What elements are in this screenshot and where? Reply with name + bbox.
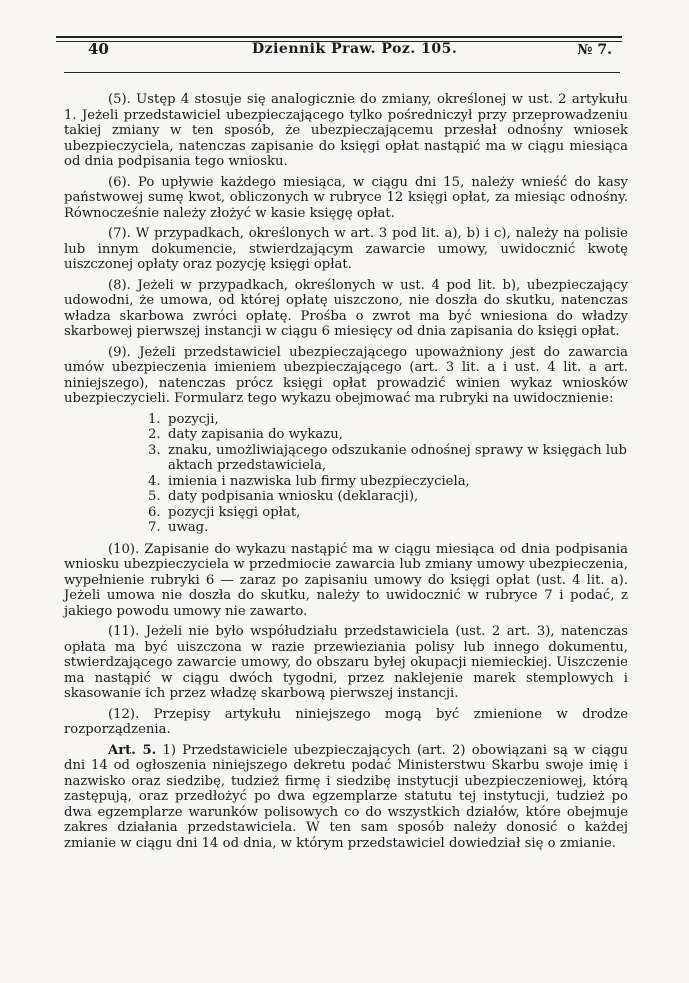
paragraph-7: (7). W przypadkach, określonych w art. 3 pod lit. a), b) i c), należy na polisie lub innym dokumencie, stwierdzającym zawarcie umowy, uwidocznić kwotę uiszczonej opłaty oraz pozycję księgi opłat. <box>64 226 628 272</box>
article-text: 1) Przedstawiciele ubezpieczających (art. 2) obowiązani są w ciągu dni 14 od ogłoszenia niniejszego dekretu podać Ministerstwu Skarbu swoje imię i nazwisko oraz siedzibę, tudzież firmę i siedzibę instytucji ubezpieczeniowej, którą zastępują, oraz przedłożyć po dwa egzemplarze statutu tej instytucji, tudzież po dwa egzemplarze warunków polisowych co do wszystkich działów, które obejmuje zakres działania przedstawiciela. W ten sam sposób należy donosić o każdej zmianie w ciągu dni 14 od dnia, w którym przedstawiciel dowiedział się o zmianie. <box>64 742 628 851</box>
running-title: Dziennik Praw. Poz. 105. <box>252 41 458 57</box>
article-5 <box>64 743 628 852</box>
list-item-number: 2. <box>148 427 161 442</box>
paragraph-8: (8). Jeżeli w przypadkach, określonych w ust. 4 pod lit. b), ubezpieczający udowodni, że umowa, od której opłatę uiszczono, nie doszła do skutku, natenczas władza skarbowa zwróci opłatę. Prośba o zwrot ma być wniesiona do władzy skarbowej pierwszej instancji w ciągu 6 miesięcy od dnia zapisania do księgi opłat. <box>64 277 628 339</box>
article-label: Art. 5. <box>108 742 157 758</box>
header-rule-bottom <box>64 72 620 73</box>
list-item <box>148 443 628 474</box>
list-item-number: 3. <box>148 442 161 458</box>
list-item-text: imienia i nazwiska lub firmy ubezpieczyciela, <box>168 473 470 489</box>
list-item <box>148 505 628 521</box>
paragraph-9: (9). Jeżeli przedstawiciel ubezpieczającego upoważniony jest do zawarcia umów ubezpieczenia imieniem ubezpieczającego (art. 3 lit. a i ust. 4 lit. a art. niniejszego), natenczas prócz księgi opłat prowadzić winien wykaz wniosków ubezpieczycieli. Formularz tego wykazu obejmować ma rubryki na uwidocznienie: <box>64 344 628 406</box>
list-item <box>148 412 628 428</box>
list-item-number: 4. <box>148 473 161 489</box>
rubric-list <box>148 412 628 536</box>
list-item-number: 6. <box>148 504 161 520</box>
list-item-text: uwag. <box>168 520 209 535</box>
issue-number: № 7. <box>577 42 612 58</box>
paragraph-5: (5). Ustęp 4 stosuje się analogicznie do zmiany, określonej w ust. 2 artykułu 1. Jeżeli przedstawiciel ubezpieczającego tylko pośredniczył przy przeprowadzeniu takiej zmiany w ten sposób, że ubezpieczającemu przesłał odnośny wniosek ubezpieczyciela, natenczas zapisanie do księgi opłat nastąpić ma w ciągu miesiąca od dnia podpisania tego wniosku. <box>64 92 628 169</box>
paragraph-11: (11). Jeżeli nie było współudziału przedstawiciela (ust. 2 art. 3), natenczas opłata ma być uiszczona w razie przewieziania polisy lub innego dokumentu, stwierdzającego zawarcie umowy, do obszaru byłej okupacji niemieckiej. Uiszczenie ma nastąpić w ciągu dwóch tygodni, przez naklejenie marek stemplowych i skasowanie ich przez władzę skarbową pierwszej instancji. <box>64 624 628 701</box>
list-item <box>148 474 628 490</box>
list-item-text: pozycji, <box>168 411 219 427</box>
list-item <box>148 520 628 536</box>
list-item-text: znaku, umożliwiającego odszukanie odnośnej sprawy w księgach lub aktach przedstawiciela, <box>168 442 627 473</box>
list-item-number: 1. <box>148 411 161 427</box>
list-item-text: pozycji księgi opłat, <box>168 504 301 520</box>
list-item <box>148 427 628 443</box>
list-item-text: daty zapisania do wykazu, <box>168 427 343 442</box>
document-body <box>64 92 628 856</box>
list-item <box>148 489 628 505</box>
list-item-number: 5. <box>148 489 161 504</box>
page-header <box>64 36 620 66</box>
list-item-number: 7. <box>148 520 161 535</box>
paragraph-12: (12). Przepisy artykułu niniejszego mogą być zmienione w drodze rozporządzenia. <box>64 706 628 737</box>
paragraph-10: (10). Zapisanie do wykazu nastąpić ma w ciągu miesiąca od dnia podpisania wniosku ubezpieczyciela w przedmiocie zawarcia lub zmiany umowy ubezpieczenia, wypełnienie rubryki 6 — zaraz po zapisaniu umowy do księgi opłat (ust. 4 lit. a). Jeżeli umowa nie doszła do skutku, należy to uwidocznić w rubryce 7 i podać, z jakiego powodu umowy nie zawarto. <box>64 541 628 619</box>
page-number: 40 <box>88 40 109 58</box>
paragraph-6: (6). Po upływie każdego miesiąca, w ciągu dni 15, należy wnieść do kasy państwowej sumę kwot, obliczonych w rubryce 12 księgi opłat, za miesiąc odnośny. Równocześnie należy złożyć w kasie księgę opłat. <box>64 174 628 221</box>
list-item-text: daty podpisania wniosku (deklaracji), <box>168 489 419 504</box>
